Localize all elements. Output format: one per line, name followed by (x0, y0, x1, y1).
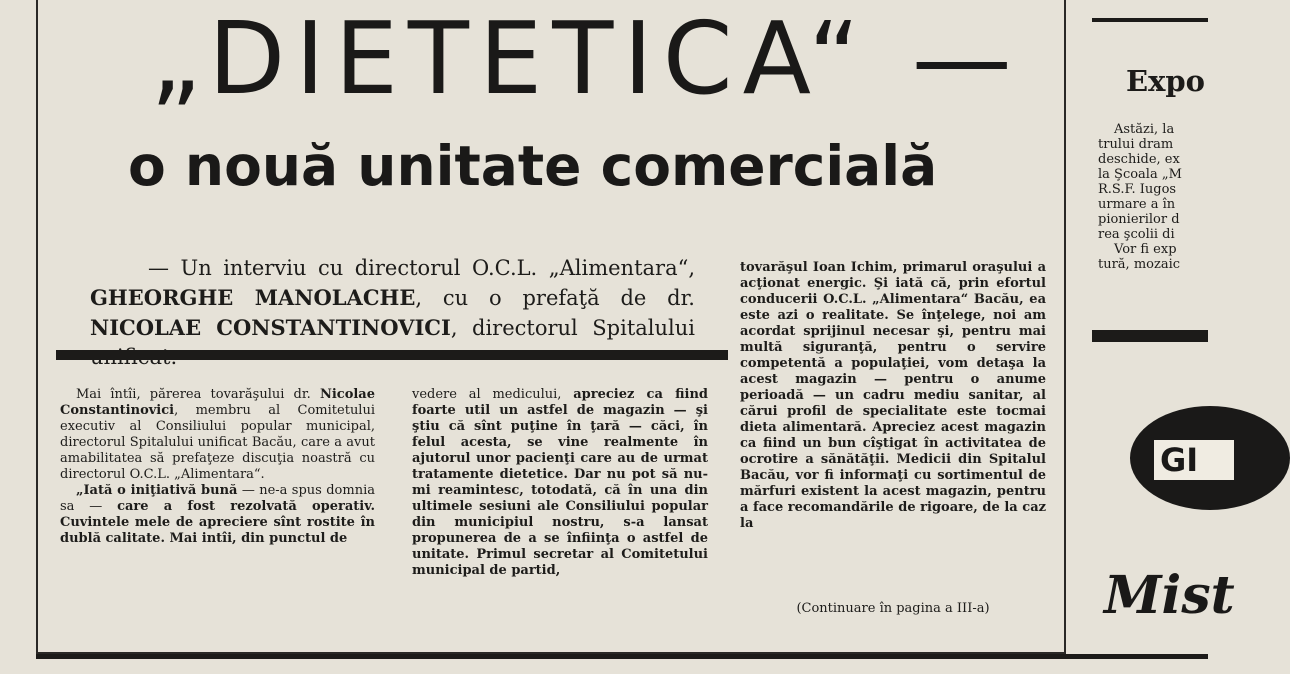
right-article-bottom-rule (1092, 330, 1208, 342)
right-article-title: Expo (1126, 64, 1206, 98)
col2-text-a: vedere al medicului, (412, 387, 574, 402)
right-line-3: la Şcoala „M (1098, 167, 1182, 182)
advert-brand: Mist (1104, 565, 1235, 626)
column-1-paragraph-1 (60, 387, 375, 483)
intro-name-doctor: NICOLAE CONSTANTINOVICI (90, 315, 451, 340)
intro-text-3: , directorul Spitalului (450, 316, 695, 340)
right-line-2: deschide, ex (1098, 152, 1180, 167)
column-1-paragraph-2 (60, 483, 375, 547)
col2-text-b: apreciez ca fiind foarte util un astfel de magazin — şi ştiu că sînt puţine în ţară — căci, în felul acesta, se vine realmente în ajutorul unor pacienţi care au de urmat tratamente dietetice. Dar nu pot să nu-mi reamintesc, totodată, că în una din ultimele sesiuni ale Consiliului popular din municipiul nostru, s-a lansat propunerea de a se înfiinţa o astfel de unitate. Primul secretar al Comitetului municipal de partid, (412, 387, 708, 578)
col1-quote-start: „Iată o iniţiativă bună (76, 483, 238, 498)
thick-divider (56, 350, 728, 360)
column-2-paragraph (412, 387, 708, 579)
right-article-body (1098, 122, 1238, 272)
right-line-4: R.S.F. Iugos (1098, 182, 1177, 197)
column-3: tovarăşul Ioan Ichim, primarul oraşului a acţionat energic. Şi iată că, prin efortul conducerii O.C.L. „Alimentara“ Bacău, ea este azi o realitate. Se înţelege, noi am acordat sprijinul necesar şi, pentru mai multă siguranţă, pentru o servire competentă a populaţiei, vom detaşa la acest magazin — pentru o anume perioadă — un cadru mediu sanitar, al cărui profil de specialitate este tocmai dieta alimentară. Apreciez acest magazin ca fiind un bun cîştigat în activitatea de ocrotire a sănătăţii. Medicii din Spitalul Bacău, vor fi informaţi cu sortimentul de mărfuri existent la acest magazin, pentru a face recomandările de rigoare, de la caz la (740, 260, 1046, 531)
right-line-0: Astăzi, la (1114, 122, 1175, 137)
column-2 (412, 387, 708, 579)
col1-name: Nicolae Constantinovici (60, 387, 375, 418)
intro-name-director: GHEORGHE MANOLACHE (90, 285, 416, 310)
headline-subtitle: o nouă unitate comercială (128, 134, 938, 198)
right-line-7: rea şcolii di (1098, 227, 1175, 242)
col1-attribution: — ne-a spus domnia sa — (60, 483, 375, 514)
continuation-note: (Continuare în pagina a III-a) (796, 601, 990, 616)
right-line-5: urmare a în (1098, 197, 1176, 212)
intro-text-1: — Un interviu cu directorul O.C.L. „Alimentara“, (148, 256, 695, 280)
col1-text-a: Mai întîi, părerea tovarăşului dr. (76, 387, 320, 402)
bottom-rule (36, 654, 1208, 659)
right-line-9: tură, mozaic (1098, 257, 1181, 272)
col1-text-c: , membru al Comitetului executiv al Consiliului popular municipal, directorul Spitalului unificat Bacău, care a avut amabilitatea să prefaţeze discuţia noastră cu directorul O.C.L. „Alimentara“. (60, 403, 375, 482)
advert-logo-text: GI (1154, 440, 1234, 480)
right-line-8: Vor fi exp (1114, 242, 1177, 257)
right-article-top-rule (1092, 18, 1208, 22)
col1-quote-cont: care a fost rezolvată operativ. Cuvintele mele de apreciere sînt rostite în dublă calitate. Mai intîi, din punctul de (60, 499, 376, 546)
right-line-6: pionierilor d (1098, 212, 1180, 227)
column-1 (60, 387, 375, 547)
intro-text-2: , cu o prefaţă de dr. (415, 286, 695, 310)
headline-main: „DIETETICA“ — (150, 0, 1022, 117)
right-line-1: trului dram (1098, 137, 1174, 152)
